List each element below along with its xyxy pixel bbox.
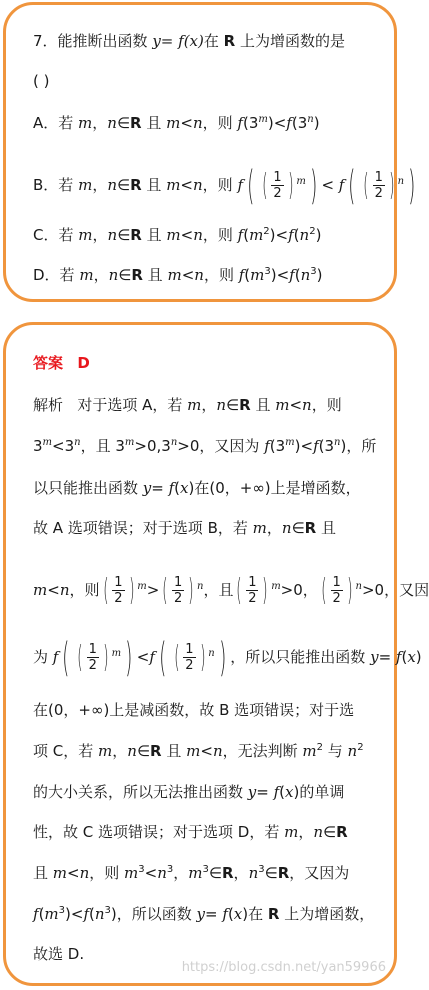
analysis-line-8: 项 C，若 m，n∈R 且 m<n，无法判断 $m^2$ 与 $n^2$ [33,742,364,760]
analysis-line-12: $f(m^3)<f(n^3)$，所以函数 y= f(x)在 R 上为增函数， [33,905,375,923]
analysis-line-3: 以只能推出函数 y= f(x)在(0，+∞)上是增函数， [33,479,361,497]
option-d: D．若 m，n∈R 且 m<n，则 $f(m^3)<f(n^3)$ [33,266,323,284]
question-card [3,2,416,302]
analysis-line-9: 的大小关系，所以无法推出函数 y= f(x)的单调 [33,783,345,801]
question-stem: 7．能推断出函数 y= f(x)在 R 上为增函数的是 [33,32,346,50]
watermark: https://blog.csdn.net/yan59966 [181,960,386,975]
answer-paren: ( ) [33,72,50,90]
analysis-line-2: $3^m<3^n$，且 $3^m>0,3^n>0$，又因为 $f(3^m)<f(3^n)$，所 [33,437,377,455]
option-a: A．若 m，n∈R 且 m<n，则 $f(3^m)<f(3^n)$ [33,114,320,132]
analysis-line-7: 在(0，+∞)上是减函数，故 B 选项错误；对于选 [33,701,355,719]
answer-heading: 答案 D [33,354,90,372]
analysis-line-5: m<n，则 ( $\frac{1}{2}$ ) $^m$> ( $\frac{1}{2}$ ) $^n$，且 ( $\frac{1}{2}$ ) $^m$>0， ( $\frac{1}{2}$ ) $^n$>0，又因 [33,572,429,608]
option-c: C．若 m，n∈R 且 m<n，则 $f(m^2)<f(n^2)$ [33,226,322,244]
analysis-line-11: 且 m<n，则 $m^3<n^3$，$m^3\in R$，$n^3\in R$，又因为 [33,864,350,882]
analysis-line-6: 为 f ( ( $\frac{1}{2}$ ) $^m$ ) <f ( ( $\frac{1}{2}$ ) $^n$ ) ，所以只能推出函数 y= f(x) [33,634,422,681]
analysis-line-4: 故 A 选项错误；对于选项 B，若 m，n∈R 且 [33,519,336,537]
answer-card [3,322,429,986]
analysis-line-13: 故选 D. [33,945,85,963]
analysis-line-1: 解析 对于选项 A，若 m，n∈R 且 m<n，则 [33,396,342,414]
option-b: B．若 m，n∈R 且 m<n，则 f ( ( $\frac{1}{2}$ ) $^m$ ) < f ( ( $\frac{1}{2}$ ) $^n$ ) [33,162,416,209]
analysis-line-10: 性，故 C 选项错误；对于选项 D，若 m，n∈R [33,823,348,841]
